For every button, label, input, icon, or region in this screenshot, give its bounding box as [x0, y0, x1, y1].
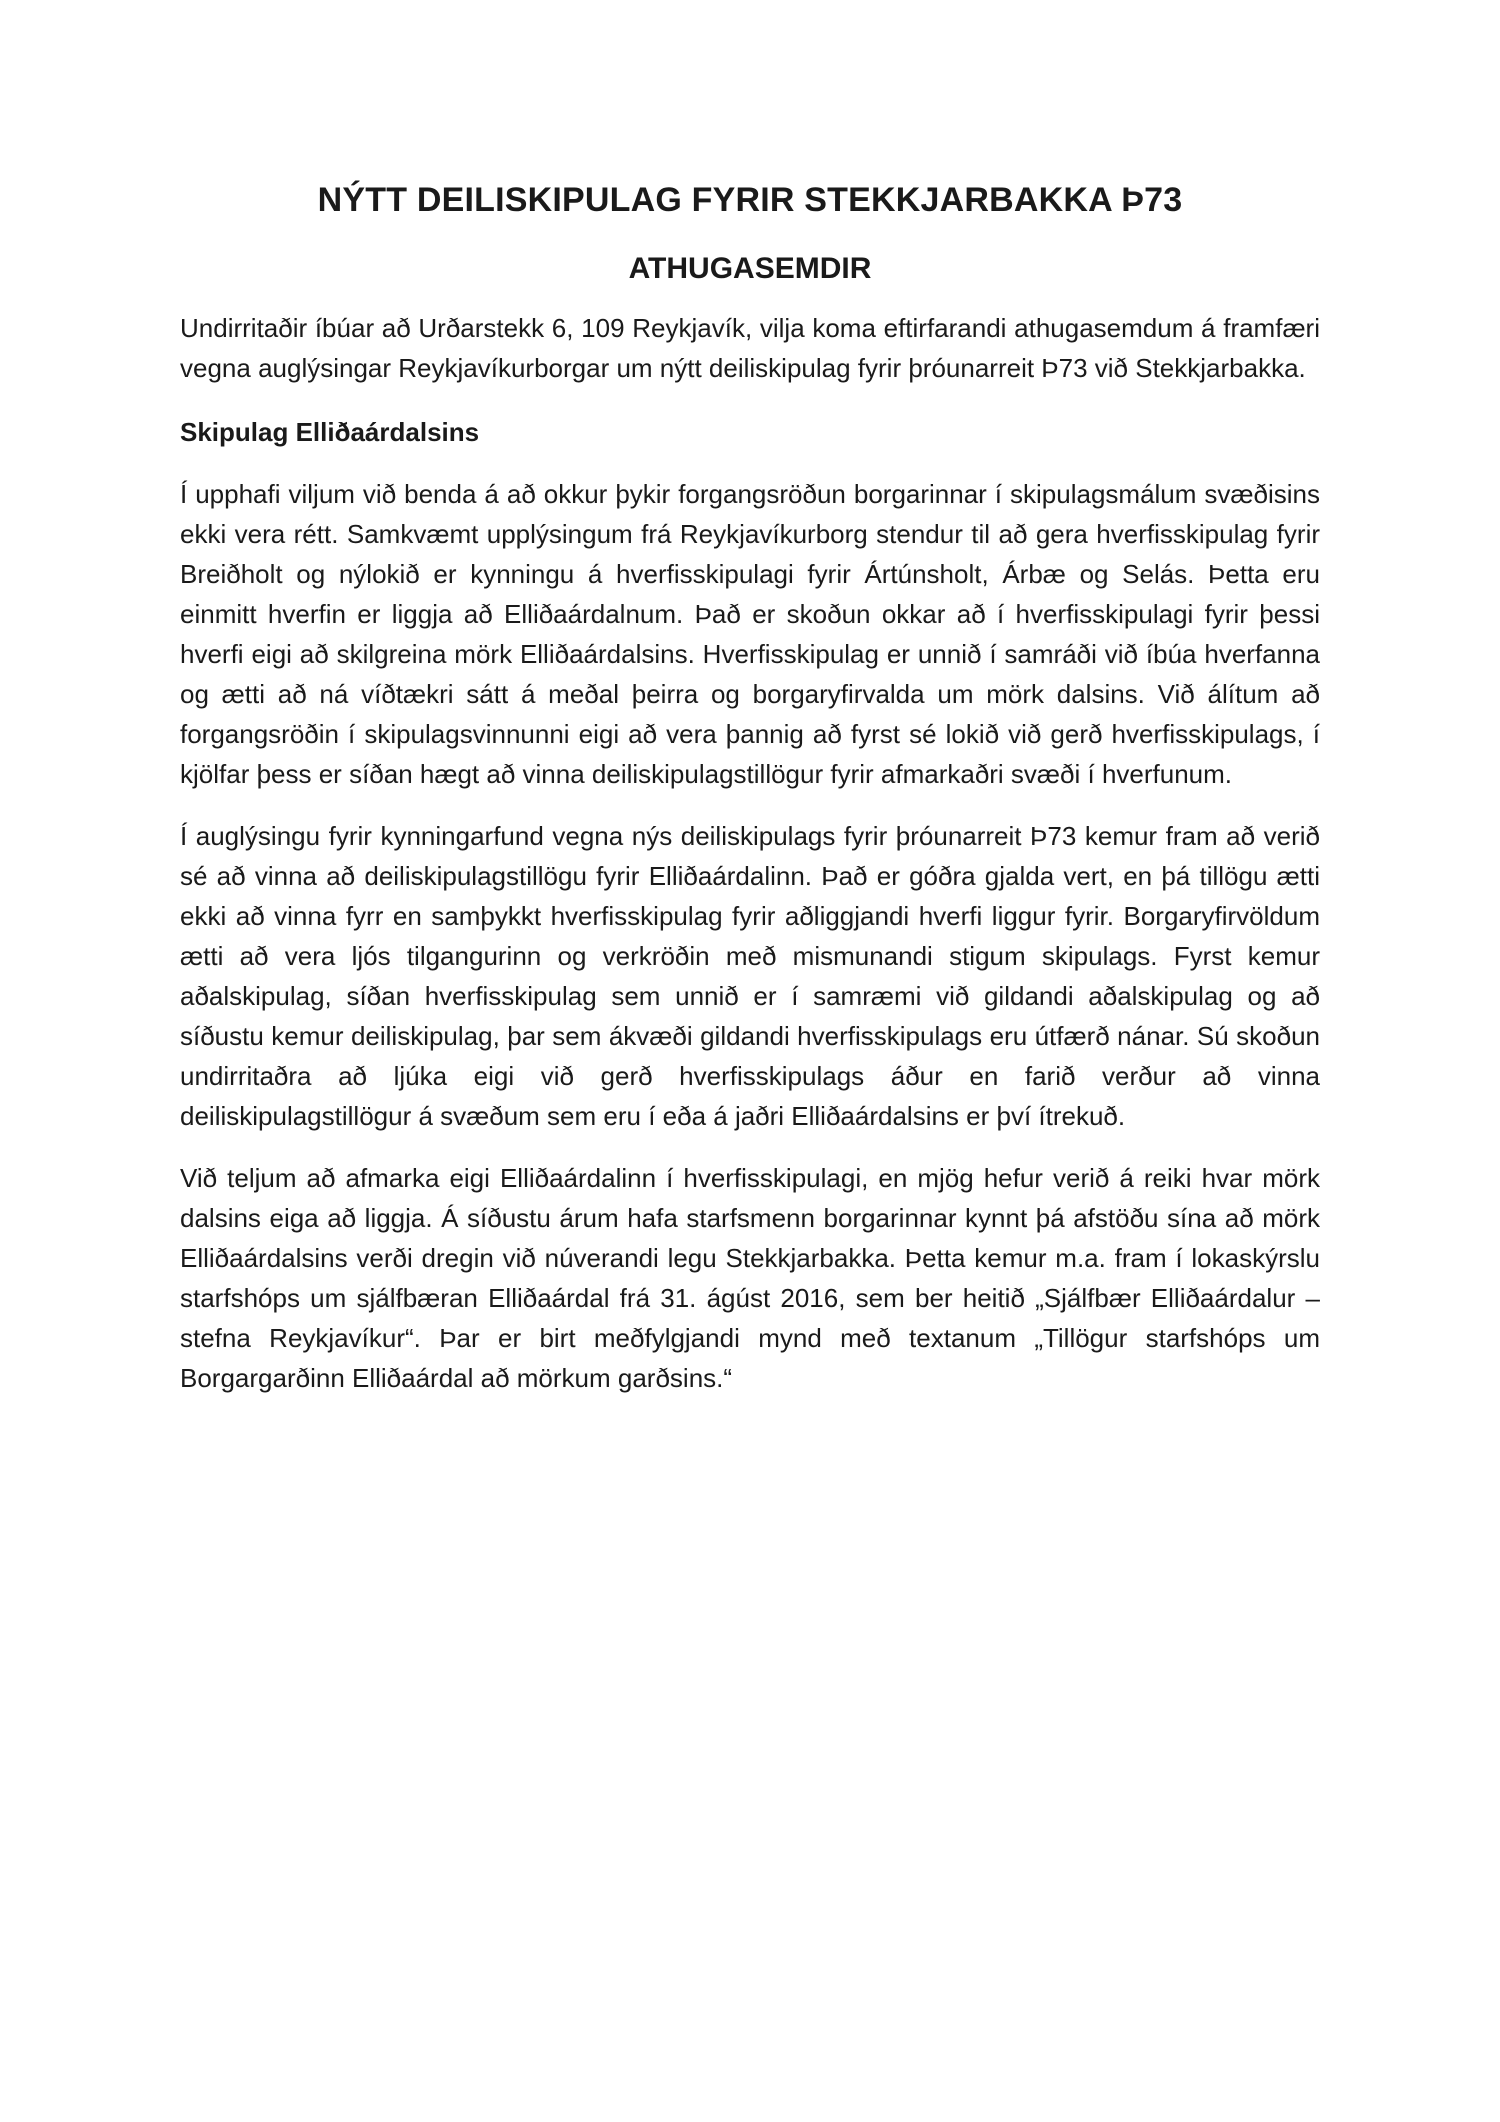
section-heading: Skipulag Elliðaárdalsins — [180, 417, 480, 447]
document-title: NÝTT DEILISKIPULAG FYRIR STEKKJARBAKKA Þ73 — [317, 181, 1183, 219]
document-subtitle: ATHUGASEMDIR — [628, 252, 872, 285]
document-page — [180, 180, 1320, 1398]
body-paragraph: Í auglýsingu fyrir kynningarfund vegna nýs deiliskipulags fyrir þróunarreit Þ73 kemur fram að verið sé að vinna að deiliskipulagstillögu fyrir Elliðaárdalinn. Það er góðra gjalda vert, en þá tillögu ætti ekki að vinna fyrr en samþykkt hverfisskipulag fyrir aðliggjandi hverfi liggur fyrir. Borgaryfirvöldum ætti að vera ljós tilgangurinn og verkröðin með mismunandi stigum skipulags. Fyrst kemur aðalskipulag, síðan hverfisskipulag sem unnið er í samræmi við gildandi aðalskipulag og að síðustu kemur deiliskipulag, þar sem ákvæði gildandi hverfisskipulags eru útfærð nánar. Sú skoðun undirritaðra að ljúka eigi við gerð hverfisskipulags áður en farið verður að vinna deiliskipulagstillögur á svæðum sem eru í eða á jaðri Elliðaárdalsins er því ítrekuð. — [180, 821, 1320, 1131]
body-paragraph: Í upphafi viljum við benda á að okkur þykir forgangsröðun borgarinnar í skipulagsmálum svæðisins ekki vera rétt. Samkvæmt upplýsingum frá Reykjavíkurborg stendur til að gera hverfisskipulag fyrir Breiðholt og nýlokið er kynningu á hverfisskipulagi fyrir Ártúnsholt, Árbæ og Selás. Þetta eru einmitt hverfin er liggja að Elliðaárdalnum. Það er skoðun okkar að í hverfisskipulagi fyrir þessi hverfi eigi að skilgreina mörk Elliðaárdalsins. Hverfisskipulag er unnið í samráði við íbúa hverfanna og ætti að ná víðtækri sátt á meðal þeirra og borgaryfirvalda um mörk dalsins. Við álítum að forgangsröðin í skipulagsvinnunni eigi að vera þannig að fyrst sé lokið við gerð hverfisskipulags, í kjölfar þess er síðan hægt að vinna deiliskipulagstillögur fyrir afmarkaðri svæði í hverfunum. — [180, 479, 1320, 789]
body-paragraph: Við teljum að afmarka eigi Elliðaárdalinn í hverfisskipulagi, en mjög hefur verið á reiki hvar mörk dalsins eiga að liggja. Á síðustu árum hafa starfsmenn borgarinnar kynnt þá afstöðu sína að mörk Elliðaárdalsins verði dregin við núverandi legu Stekkjarbakka. Þetta kemur m.a. fram í lokaskýrslu starfshóps um sjálfbæran Elliðaárdal frá 31. ágúst 2016, sem ber heitið „Sjálfbær Elliðaárdalur – stefna Reykjavíkur“. Þar er birt meðfylgjandi mynd með textanum „Tillögur starfshóps um Borgargarðinn Elliðaárdal að mörkum garðsins.“ — [180, 1163, 1320, 1393]
intro-paragraph: Undirritaðir íbúar að Urðarstekk 6, 109 Reykjavík, vilja koma eftirfarandi athugasemdum á framfæri vegna auglýsingar Reykjavíkurborgar um nýtt deiliskipulag fyrir þróunarreit Þ73 við Stekkjarbakka. — [180, 313, 1320, 383]
